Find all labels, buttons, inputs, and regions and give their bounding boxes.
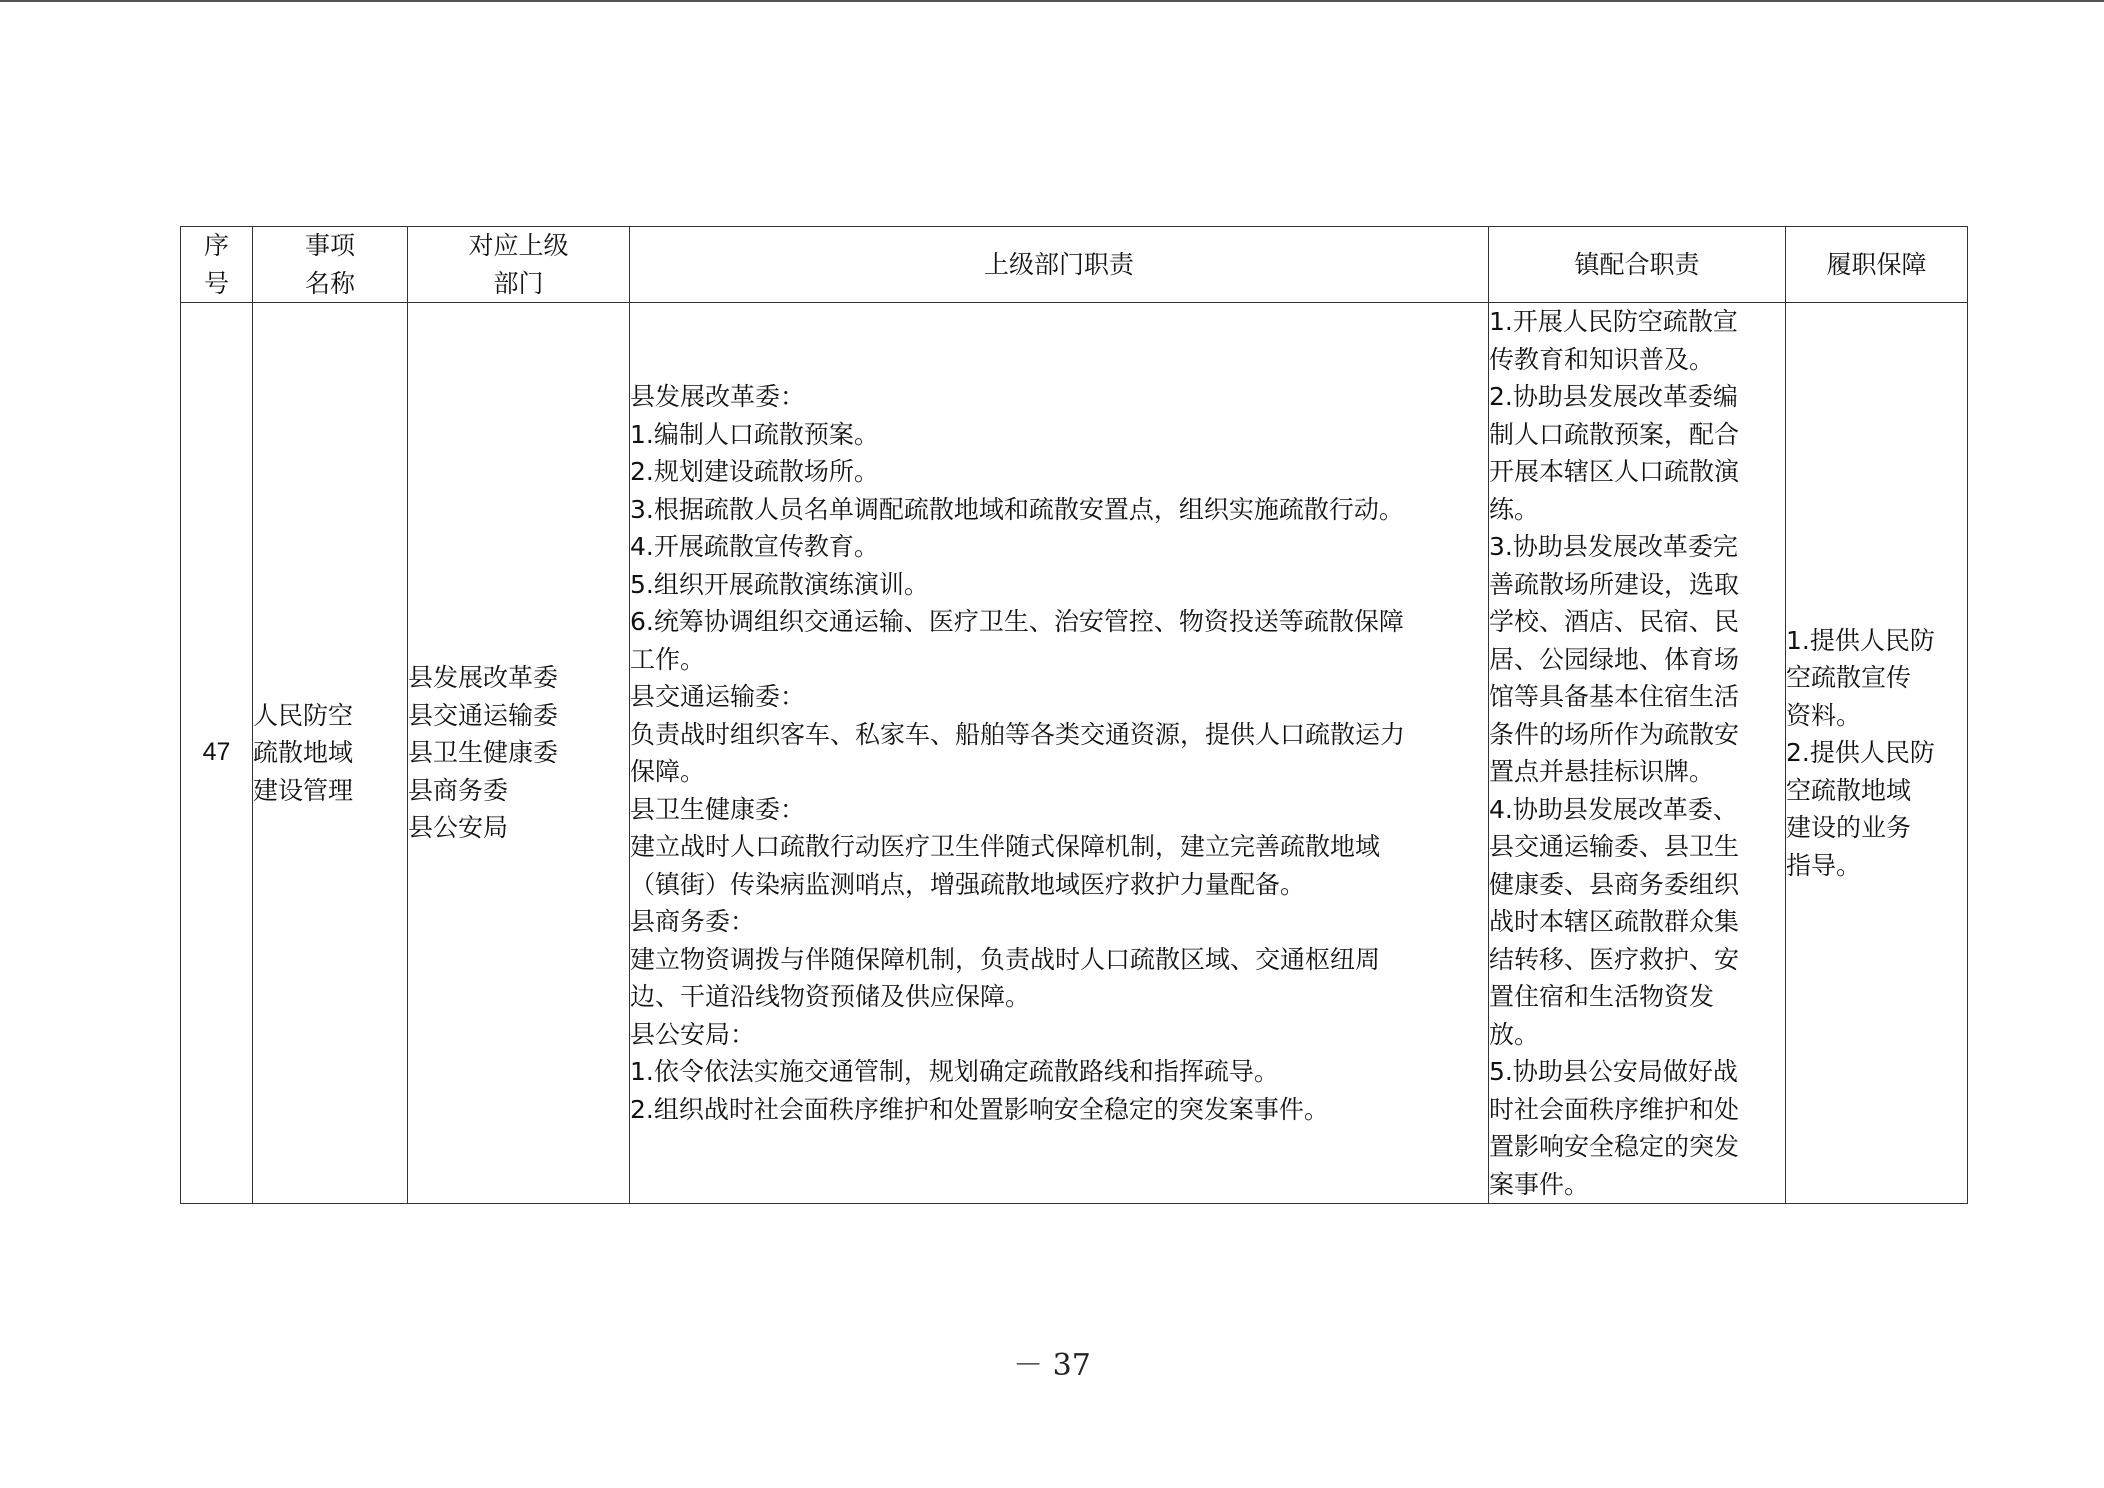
top-border-rule xyxy=(0,0,2104,2)
row-item-name: 人民防空 疏散地域 建设管理 xyxy=(253,303,408,1204)
table-header-row xyxy=(181,227,1968,303)
header-guarantee: 履职保障 xyxy=(1786,227,1968,303)
row-seq: 47 xyxy=(181,303,253,1204)
header-town-duties: 镇配合职责 xyxy=(1489,227,1786,303)
table-row xyxy=(181,303,1968,1204)
row-guarantee: 1.提供人民防 空疏散宣传 资料。 2.提供人民防 空疏散地域 建设的业务 指导。 xyxy=(1786,303,1968,1204)
header-superior-dept: 对应上级 部门 xyxy=(408,227,630,303)
row-town-duties: 1.开展人民防空疏散宣 传教育和知识普及。 2.协助县发展改革委编 制人口疏散预案，配合 开展本辖区人口疏散演 练。 3.协助县发展改革委完 善疏散场所建设，选取 学校、酒店、民宿、民 居、公园绿地、体育场 馆等具备基本住宿生活 条件的场所作为疏散安 置点并悬挂标识牌。 4.协助县发展改革委、 县交通运输委、县卫生 健康委、县商务委组织 战时本辖区疏散群众集 结转移、医疗救护、安 置住宿和生活物资发 放。 5.协助县公安局做好战 时社会面秩序维护和处 置影响安全稳定的突发 案事件。 xyxy=(1489,303,1786,1204)
page-number: － 37 xyxy=(1013,1348,1091,1383)
header-superior-duties: 上级部门职责 xyxy=(630,227,1489,303)
row-superior-duties: 县发展改革委： 1.编制人口疏散预案。 2.规划建设疏散场所。 3.根据疏散人员名单调配疏散地域和疏散安置点，组织实施疏散行动。 4.开展疏散宣传教育。 5.组织开展疏散演练演训。 6.统筹协调组织交通运输、医疗卫生、治安管控、物资投送等疏散保障 工作。 县交通运输委： 负责战时组织客车、私家车、船舶等各类交通资源，提供人口疏散运力 保障。 县卫生健康委： 建立战时人口疏散行动医疗卫生伴随式保障机制，建立完善疏散地域 （镇街）传染病监测哨点，增强疏散地域医疗救护力量配备。 县商务委： 建立物资调拨与伴随保障机制，负责战时人口疏散区域、交通枢纽周 边、干道沿线物资预储及供应保障。 县公安局： 1.依令依法实施交通管制，规划确定疏散路线和指挥疏导。 2.组织战时社会面秩序维护和处置影响安全稳定的突发案事件。 xyxy=(630,303,1489,1204)
header-seq: 序 号 xyxy=(181,227,253,303)
duty-table xyxy=(180,226,1968,1204)
header-item-name: 事项 名称 xyxy=(253,227,408,303)
row-superior-depts: 县发展改革委 县交通运输委 县卫生健康委 县商务委 县公安局 xyxy=(408,303,630,1204)
